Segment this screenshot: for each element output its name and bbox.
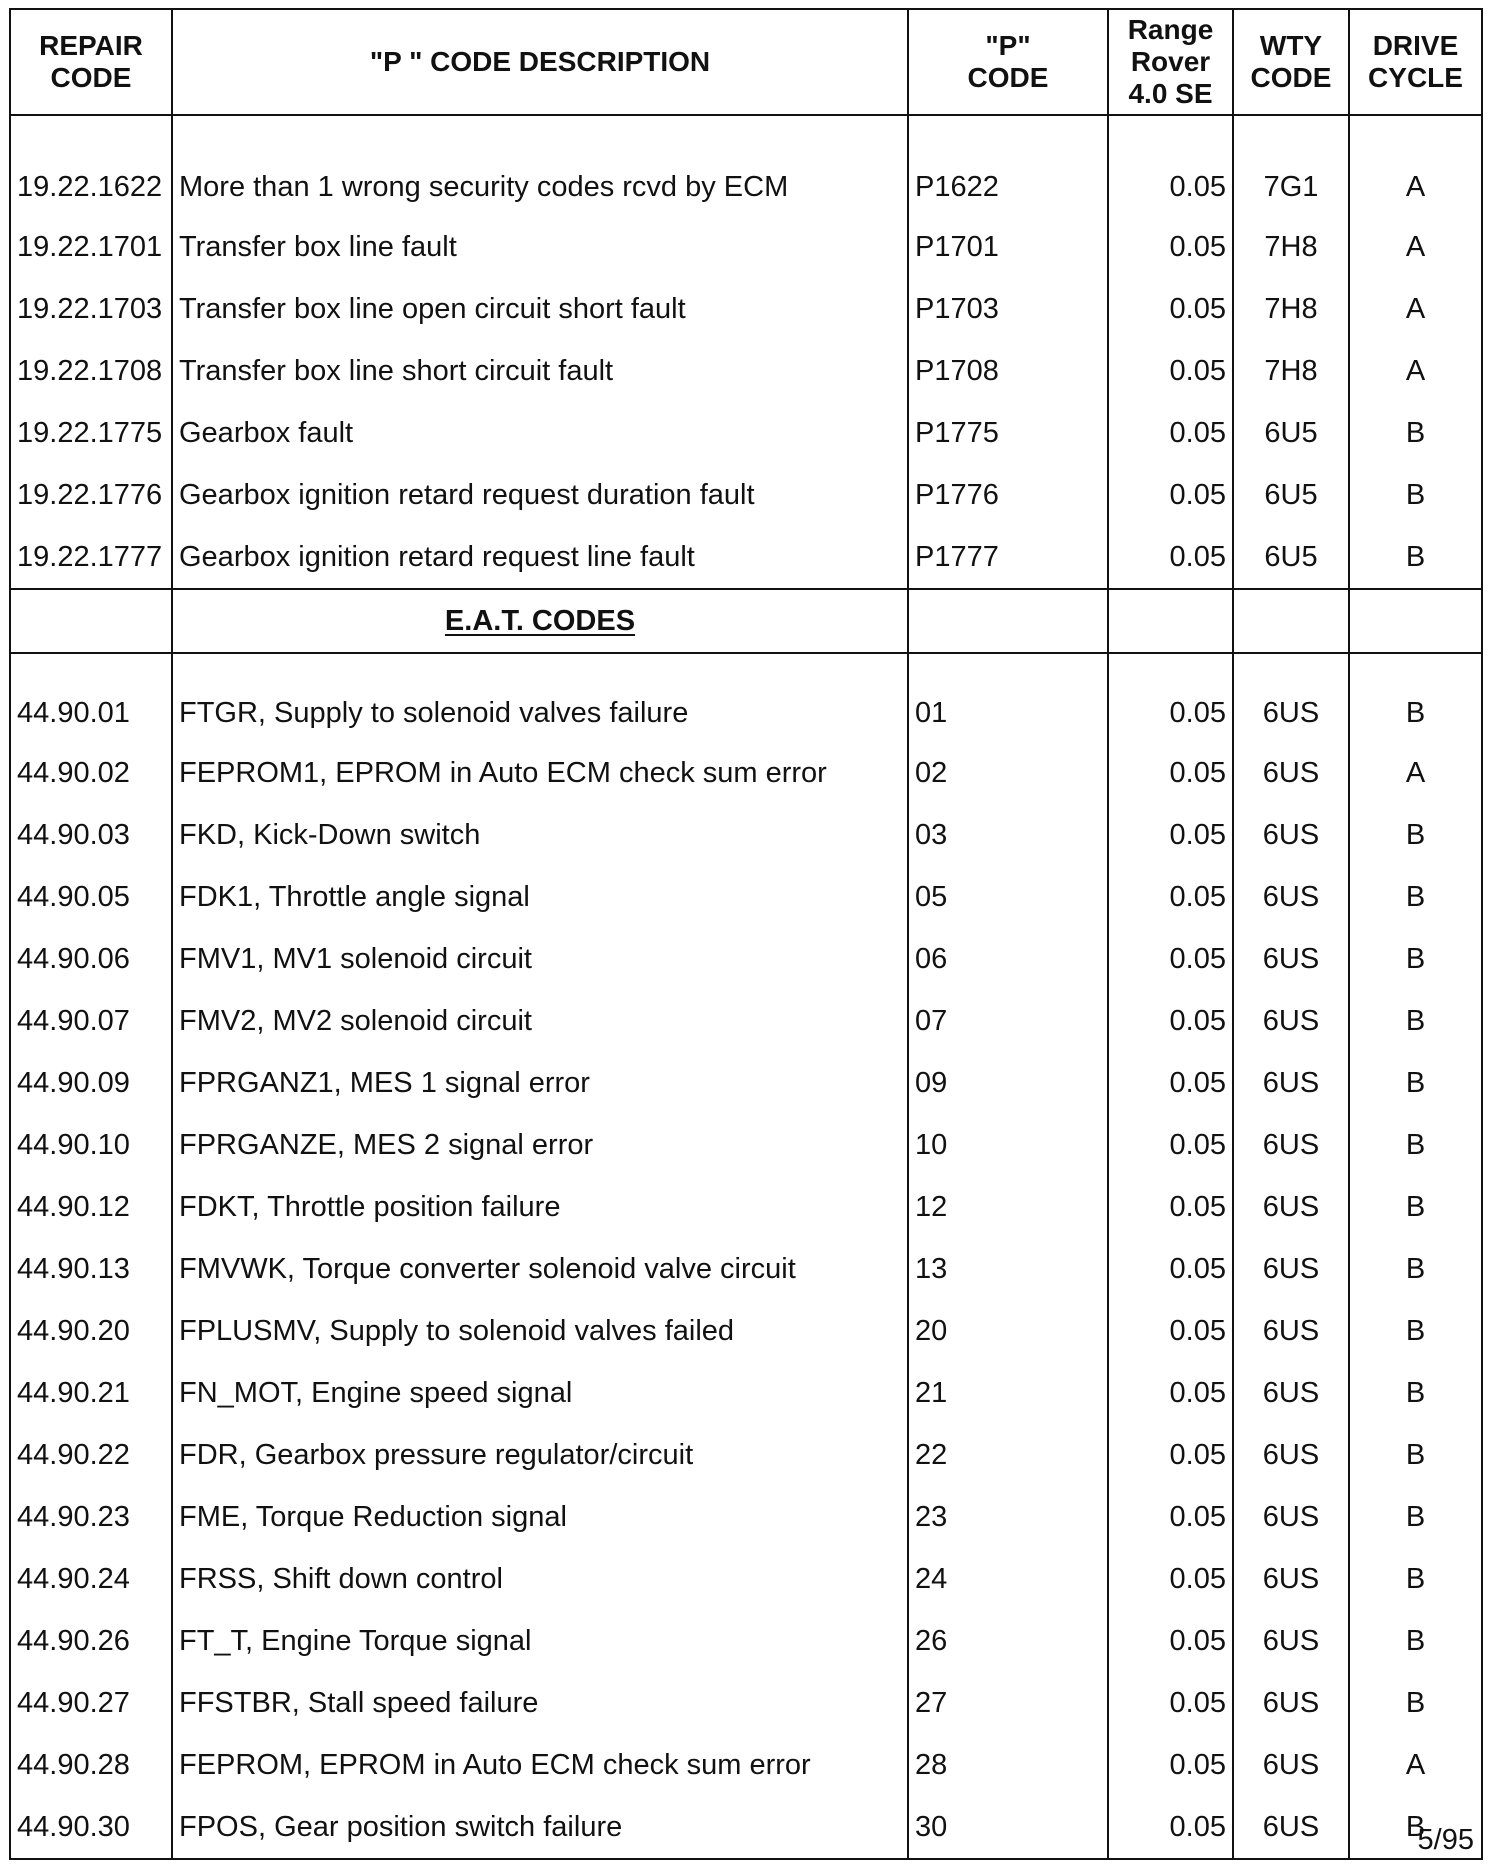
repair-code-cell: 44.90.02 [10, 742, 172, 804]
header-drive-cycle [1349, 9, 1482, 115]
table-row [10, 1362, 1482, 1424]
header-repair-code-label: REPAIR CODE [39, 30, 143, 93]
range-rover-cell: 0.05 [1108, 402, 1233, 464]
p-code-cell: 20 [908, 1300, 1108, 1362]
description-cell: FMV2, MV2 solenoid circuit [172, 990, 908, 1052]
description-cell: FTGR, Supply to solenoid valves failure [172, 653, 908, 742]
p-code-cell: 30 [908, 1796, 1108, 1859]
description-cell: FEPROM, EPROM in Auto ECM check sum error [172, 1734, 908, 1796]
table-row [10, 866, 1482, 928]
repair-code-cell: 44.90.10 [10, 1114, 172, 1176]
p-code-cell: 02 [908, 742, 1108, 804]
drive-cycle-cell: B [1349, 866, 1482, 928]
p-code-cell: P1776 [908, 464, 1108, 526]
p-code-cell: P1777 [908, 526, 1108, 589]
section-title: E.A.T. CODES [444, 604, 636, 637]
drive-cycle-cell: B [1349, 1362, 1482, 1424]
table-row [10, 990, 1482, 1052]
description-cell: FPRGANZ1, MES 1 signal error [172, 1052, 908, 1114]
table-row [10, 115, 1482, 216]
wty-code-cell: 6US [1233, 653, 1349, 742]
p-code-cell: 24 [908, 1548, 1108, 1610]
description-cell: FRSS, Shift down control [172, 1548, 908, 1610]
section-row [10, 589, 1482, 653]
wty-code-cell: 6US [1233, 1548, 1349, 1610]
p-code-cell: 12 [908, 1176, 1108, 1238]
wty-code-cell: 6US [1233, 1114, 1349, 1176]
table-row [10, 1238, 1482, 1300]
drive-cycle-cell: A [1349, 340, 1482, 402]
range-rover-cell: 0.05 [1108, 1610, 1233, 1672]
drive-cycle-cell: A [1349, 216, 1482, 278]
p-code-cell: P1703 [908, 278, 1108, 340]
table-row [10, 1548, 1482, 1610]
table-row [10, 804, 1482, 866]
description-cell: FDKT, Throttle position failure [172, 1176, 908, 1238]
description-cell: FPOS, Gear position switch failure [172, 1796, 908, 1859]
repair-code-cell: 44.90.13 [10, 1238, 172, 1300]
repair-code-cell: 19.22.1776 [10, 464, 172, 526]
p-code-cell: P1701 [908, 216, 1108, 278]
repair-code-cell: 44.90.07 [10, 990, 172, 1052]
table-row [10, 402, 1482, 464]
table-body [10, 115, 1482, 1859]
range-rover-cell: 0.05 [1108, 742, 1233, 804]
repair-code-cell: 44.90.06 [10, 928, 172, 990]
range-rover-cell: 0.05 [1108, 1238, 1233, 1300]
p-code-cell: P1708 [908, 340, 1108, 402]
description-cell: More than 1 wrong security codes rcvd by ECM [172, 115, 908, 216]
empty-cell [1233, 589, 1349, 653]
wty-code-cell: 6U5 [1233, 464, 1349, 526]
description-cell: FKD, Kick-Down switch [172, 804, 908, 866]
wty-code-cell: 7G1 [1233, 115, 1349, 216]
header-range-rover [1108, 9, 1233, 115]
p-code-cell: 13 [908, 1238, 1108, 1300]
range-rover-cell: 0.05 [1108, 340, 1233, 402]
range-rover-cell: 0.05 [1108, 464, 1233, 526]
range-rover-cell: 0.05 [1108, 1362, 1233, 1424]
wty-code-cell: 6US [1233, 1424, 1349, 1486]
header-p-code-description [172, 9, 908, 115]
table-row [10, 1734, 1482, 1796]
wty-code-cell: 6US [1233, 1672, 1349, 1734]
range-rover-cell: 0.05 [1108, 1424, 1233, 1486]
header-range-rover-label: Range Rover 4.0 SE [1127, 14, 1214, 109]
drive-cycle-cell: B [1349, 653, 1482, 742]
repair-code-cell: 19.22.1701 [10, 216, 172, 278]
table-row [10, 464, 1482, 526]
drive-cycle-cell: B [1349, 1052, 1482, 1114]
description-cell: FME, Torque Reduction signal [172, 1486, 908, 1548]
table-row [10, 1052, 1482, 1114]
repair-code-cell: 44.90.20 [10, 1300, 172, 1362]
wty-code-cell: 6US [1233, 1486, 1349, 1548]
range-rover-cell: 0.05 [1108, 990, 1233, 1052]
table-row [10, 1300, 1482, 1362]
header-row [10, 9, 1482, 115]
empty-cell [908, 589, 1108, 653]
wty-code-cell: 6US [1233, 742, 1349, 804]
p-code-cell: P1775 [908, 402, 1108, 464]
description-cell: Gearbox fault [172, 402, 908, 464]
p-code-cell: 22 [908, 1424, 1108, 1486]
description-cell: Transfer box line open circuit short fault [172, 278, 908, 340]
drive-cycle-cell: B [1349, 990, 1482, 1052]
range-rover-cell: 0.05 [1108, 526, 1233, 589]
range-rover-cell: 0.05 [1108, 1672, 1233, 1734]
range-rover-cell: 0.05 [1108, 1486, 1233, 1548]
empty-cell [10, 589, 172, 653]
range-rover-cell: 0.05 [1108, 804, 1233, 866]
p-code-cell: 01 [908, 653, 1108, 742]
description-cell: Transfer box line short circuit fault [172, 340, 908, 402]
p-code-cell: 06 [908, 928, 1108, 990]
header-p-code [908, 9, 1108, 115]
range-rover-cell: 0.05 [1108, 1300, 1233, 1362]
drive-cycle-cell: A [1349, 278, 1482, 340]
table-row [10, 742, 1482, 804]
drive-cycle-cell: B [1349, 804, 1482, 866]
header-drive-cycle-label: DRIVE CYCLE [1368, 30, 1463, 93]
repair-code-cell: 44.90.03 [10, 804, 172, 866]
header-wty-code [1233, 9, 1349, 115]
range-rover-cell: 0.05 [1108, 1052, 1233, 1114]
description-cell: FFSTBR, Stall speed failure [172, 1672, 908, 1734]
p-code-cell: 23 [908, 1486, 1108, 1548]
repair-code-cell: 44.90.05 [10, 866, 172, 928]
p-code-cell: 28 [908, 1734, 1108, 1796]
page-number: 5/95 [1417, 1824, 1474, 1856]
table-row [10, 216, 1482, 278]
p-code-cell: 10 [908, 1114, 1108, 1176]
drive-cycle-cell: B [1349, 1486, 1482, 1548]
description-cell: FEPROM1, EPROM in Auto ECM check sum error [172, 742, 908, 804]
drive-cycle-cell: B [1349, 928, 1482, 990]
description-cell: FPLUSMV, Supply to solenoid valves failed [172, 1300, 908, 1362]
empty-cell [1349, 589, 1482, 653]
table-row [10, 1486, 1482, 1548]
wty-code-cell: 7H8 [1233, 340, 1349, 402]
drive-cycle-cell: B [1349, 1424, 1482, 1486]
description-cell: FMVWK, Torque converter solenoid valve circuit [172, 1238, 908, 1300]
table-row [10, 340, 1482, 402]
wty-code-cell: 6US [1233, 1362, 1349, 1424]
repair-code-cell: 44.90.27 [10, 1672, 172, 1734]
drive-cycle-cell: A [1349, 742, 1482, 804]
range-rover-cell: 0.05 [1108, 1548, 1233, 1610]
drive-cycle-cell: B [1349, 1238, 1482, 1300]
wty-code-cell: 6U5 [1233, 402, 1349, 464]
range-rover-cell: 0.05 [1108, 1176, 1233, 1238]
table-row [10, 1176, 1482, 1238]
table-row [10, 1114, 1482, 1176]
wty-code-cell: 6US [1233, 1734, 1349, 1796]
repair-code-cell: 19.22.1708 [10, 340, 172, 402]
drive-cycle-cell: B [1349, 1548, 1482, 1610]
table-row [10, 526, 1482, 589]
table-row [10, 928, 1482, 990]
range-rover-cell: 0.05 [1108, 653, 1233, 742]
wty-code-cell: 6US [1233, 804, 1349, 866]
p-code-cell: P1622 [908, 115, 1108, 216]
section-title-cell [172, 589, 908, 653]
description-cell: FDK1, Throttle angle signal [172, 866, 908, 928]
drive-cycle-cell: A [1349, 1734, 1482, 1796]
repair-code-cell: 44.90.12 [10, 1176, 172, 1238]
range-rover-cell: 0.05 [1108, 1734, 1233, 1796]
drive-cycle-cell: B [1349, 1796, 1482, 1859]
drive-cycle-cell: B [1349, 1300, 1482, 1362]
description-cell: FN_MOT, Engine speed signal [172, 1362, 908, 1424]
wty-code-cell: 6US [1233, 1796, 1349, 1859]
p-code-cell: 03 [908, 804, 1108, 866]
repair-code-cell: 44.90.22 [10, 1424, 172, 1486]
empty-cell [1108, 589, 1233, 653]
repair-code-cell: 44.90.21 [10, 1362, 172, 1424]
drive-cycle-cell: B [1349, 1114, 1482, 1176]
description-cell: FDR, Gearbox pressure regulator/circuit [172, 1424, 908, 1486]
range-rover-cell: 0.05 [1108, 278, 1233, 340]
range-rover-cell: 0.05 [1108, 115, 1233, 216]
p-code-cell: 26 [908, 1610, 1108, 1672]
drive-cycle-cell: A [1349, 115, 1482, 216]
p-code-cell: 09 [908, 1052, 1108, 1114]
drive-cycle-cell: B [1349, 464, 1482, 526]
repair-code-cell: 44.90.24 [10, 1548, 172, 1610]
description-cell: FPRGANZE, MES 2 signal error [172, 1114, 908, 1176]
range-rover-cell: 0.05 [1108, 1796, 1233, 1859]
wty-code-cell: 6US [1233, 1300, 1349, 1362]
table-row [10, 653, 1482, 742]
wty-code-cell: 6US [1233, 866, 1349, 928]
repair-code-cell: 44.90.23 [10, 1486, 172, 1548]
description-cell: FMV1, MV1 solenoid circuit [172, 928, 908, 990]
p-code-cell: 21 [908, 1362, 1108, 1424]
drive-cycle-cell: B [1349, 1610, 1482, 1672]
wty-code-cell: 7H8 [1233, 216, 1349, 278]
description-cell: Gearbox ignition retard request line fault [172, 526, 908, 589]
drive-cycle-cell: B [1349, 402, 1482, 464]
drive-cycle-cell: B [1349, 526, 1482, 589]
table-row [10, 278, 1482, 340]
wty-code-cell: 6US [1233, 928, 1349, 990]
range-rover-cell: 0.05 [1108, 1114, 1233, 1176]
header-wty-code-label: WTY CODE [1250, 30, 1332, 93]
range-rover-cell: 0.05 [1108, 216, 1233, 278]
range-rover-cell: 0.05 [1108, 866, 1233, 928]
range-rover-cell: 0.05 [1108, 928, 1233, 990]
repair-code-cell: 44.90.30 [10, 1796, 172, 1859]
header-p-code-description-label: "P " CODE DESCRIPTION [369, 46, 711, 77]
repair-codes-table [9, 8, 1483, 1860]
drive-cycle-cell: B [1349, 1176, 1482, 1238]
wty-code-cell: 6US [1233, 990, 1349, 1052]
drive-cycle-cell: B [1349, 1672, 1482, 1734]
description-cell: Gearbox ignition retard request duration fault [172, 464, 908, 526]
repair-code-cell: 44.90.01 [10, 653, 172, 742]
p-code-cell: 05 [908, 866, 1108, 928]
header-repair-code [10, 9, 172, 115]
wty-code-cell: 6US [1233, 1238, 1349, 1300]
description-cell: Transfer box line fault [172, 216, 908, 278]
p-code-cell: 27 [908, 1672, 1108, 1734]
repair-code-cell: 44.90.26 [10, 1610, 172, 1672]
description-cell: FT_T, Engine Torque signal [172, 1610, 908, 1672]
repair-code-cell: 19.22.1703 [10, 278, 172, 340]
repair-code-cell: 19.22.1622 [10, 115, 172, 216]
table-row [10, 1424, 1482, 1486]
table-row [10, 1672, 1482, 1734]
table-row [10, 1610, 1482, 1672]
repair-code-cell: 19.22.1777 [10, 526, 172, 589]
repair-code-cell: 44.90.28 [10, 1734, 172, 1796]
header-p-code-label: "P" CODE [967, 30, 1049, 93]
table-row [10, 1796, 1482, 1859]
wty-code-cell: 6U5 [1233, 526, 1349, 589]
p-code-cell: 07 [908, 990, 1108, 1052]
repair-code-cell: 44.90.09 [10, 1052, 172, 1114]
wty-code-cell: 6US [1233, 1176, 1349, 1238]
repair-code-cell: 19.22.1775 [10, 402, 172, 464]
wty-code-cell: 7H8 [1233, 278, 1349, 340]
wty-code-cell: 6US [1233, 1052, 1349, 1114]
wty-code-cell: 6US [1233, 1610, 1349, 1672]
